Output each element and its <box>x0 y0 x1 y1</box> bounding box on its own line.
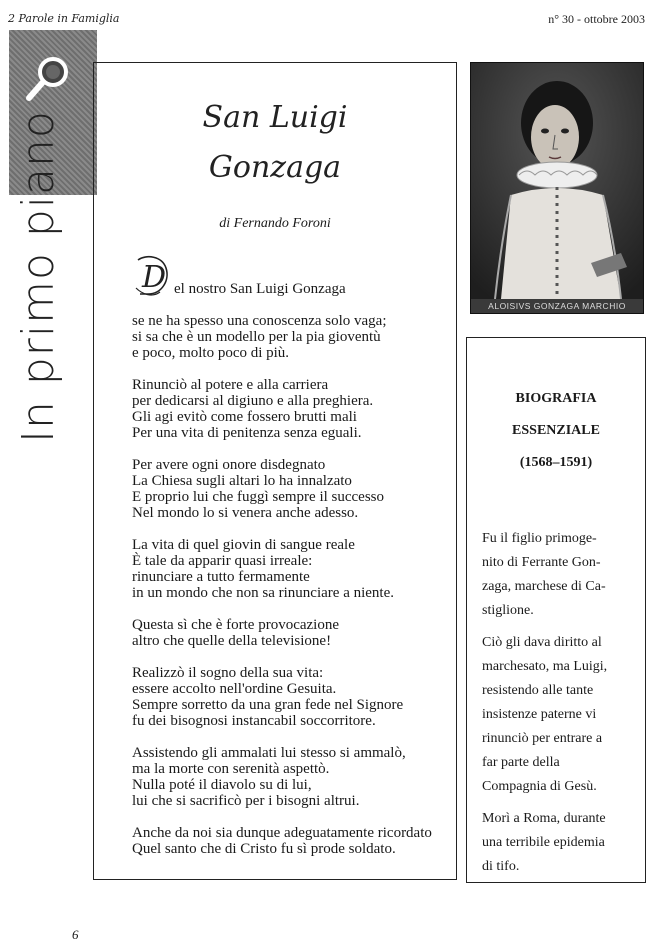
bio-line: far parte della <box>482 755 560 770</box>
bio-paragraph <box>482 807 642 879</box>
poem-line: Questa sì che è forte provocazione <box>132 617 339 633</box>
poem-stanza <box>132 665 452 729</box>
poem-first-line: el nostro San Luigi Gonzaga <box>174 281 346 297</box>
poem-line: si sa che è un modello per la pia gioventù <box>132 329 381 345</box>
poem-line: Realizzò il sogno della sua vita: <box>132 665 324 681</box>
dropcap-text: D <box>142 260 167 295</box>
poem-line: Assistendo gli ammalati lui stesso si ammalò, <box>132 745 406 761</box>
bio-line: insistenze paterne vi <box>482 707 597 722</box>
poem-stanza <box>132 313 452 361</box>
poem-title-line1: San Luigi <box>202 100 348 135</box>
rubric-label: In primo piano <box>13 110 64 443</box>
bio-line: di tifo. <box>482 859 520 874</box>
poem-line: fu dei bisognosi instancabil soccorritore. <box>132 713 376 729</box>
poem-line: Gli agi evitò come fossero brutti mali <box>132 409 357 425</box>
bio-line: rinunciò per entrare a <box>482 731 603 746</box>
bio-text <box>482 527 642 887</box>
portrait-caption: ALOISIVS GONZAGA MARCHIO <box>471 299 643 313</box>
poem-line: Quel santo che di Cristo fu sì prode soldato. <box>132 841 396 857</box>
poem-stanza <box>132 825 452 857</box>
poem-stanza <box>132 377 452 441</box>
poem-line: lui che si sacrificò per i bisogni altrui. <box>132 793 360 809</box>
poem-line: e poco, molto poco di più. <box>132 345 290 361</box>
poem-line: La Chiesa sugli altari lo ha innalzato <box>132 473 352 489</box>
bio-line: zaga, marchese di Ca- <box>482 579 606 594</box>
poem-line: altro che quelle della televisione! <box>132 633 332 649</box>
magazine-title: 2 Parole in Famiglia <box>8 12 120 25</box>
bio-line: resistendo alle tante <box>482 683 594 698</box>
poem-line: Nel mondo lo si venera anche adesso. <box>132 505 359 521</box>
bio-paragraph <box>482 527 642 623</box>
poem-stanza <box>132 745 452 809</box>
poem-line: Per una vita di penitenza senza eguali. <box>132 425 362 441</box>
bio-line: Morì a Roma, durante <box>482 811 606 826</box>
poem-author: di Fernando Foroni <box>219 216 331 231</box>
poem-stanza <box>132 457 452 521</box>
bio-paragraph <box>482 631 642 799</box>
poem-line: se ne ha spesso una conoscenza solo vaga; <box>132 313 387 329</box>
poem-line: Anche da noi sia dunque adeguatamente ricordato <box>132 825 432 841</box>
poem-line: per dedicarsi al digiuno e alla preghiera. <box>132 393 374 409</box>
bio-line: Compagnia di Gesù. <box>482 779 597 794</box>
bio-line: Ciò gli dava diritto al <box>482 635 602 650</box>
poem-line: rinunciare a tutto fermamente <box>132 569 310 585</box>
poem-line: ma la morte con serenità aspettò. <box>132 761 330 777</box>
bio-heading: BIOGRAFIA <box>515 391 597 406</box>
bio-years: (1568–1591) <box>519 455 593 470</box>
bio-heading-2: ESSENZIALE <box>512 423 600 438</box>
poem-line: in un mondo che non sa rinunciare a niente. <box>132 585 395 601</box>
poem-line: Sempre sorretto da una gran fede nel Signore <box>132 697 404 713</box>
bio-line: una terribile epidemia <box>482 835 605 850</box>
poem-title-line2: Gonzaga <box>208 150 342 185</box>
poem-line: essere accolto nell'ordine Gesuita. <box>132 681 337 697</box>
magnifier-icon <box>23 52 75 104</box>
bio-line: nito di Ferrante Gon- <box>482 555 601 570</box>
poem-stanza <box>132 617 452 649</box>
poem-line: La vita di quel giovin di sangue reale <box>132 537 355 553</box>
poem-line: Per avere ogni onore disdegnato <box>132 457 326 473</box>
poem-stanza <box>132 537 452 601</box>
poem-line: Nulla poté il diavolo su di lui, <box>132 777 312 793</box>
issue-info: n° 30 - ottobre 2003 <box>548 12 645 26</box>
dropcap-letter <box>132 254 174 298</box>
poem-line: Rinunciò al potere e alla carriera <box>132 377 329 393</box>
portrait-drawing <box>471 63 643 299</box>
portrait-image <box>470 62 644 314</box>
poem-line: È tale da apparir quasi irreale: <box>132 553 313 569</box>
poem-body <box>132 313 452 873</box>
bio-line: Fu il figlio primoge- <box>482 531 597 546</box>
poem-line: E proprio lui che fuggì sempre il successo <box>132 489 385 505</box>
bio-line: stiglione. <box>482 603 534 618</box>
page-number: 6 <box>72 927 79 942</box>
bio-line: marchesato, ma Luigi, <box>482 659 608 674</box>
